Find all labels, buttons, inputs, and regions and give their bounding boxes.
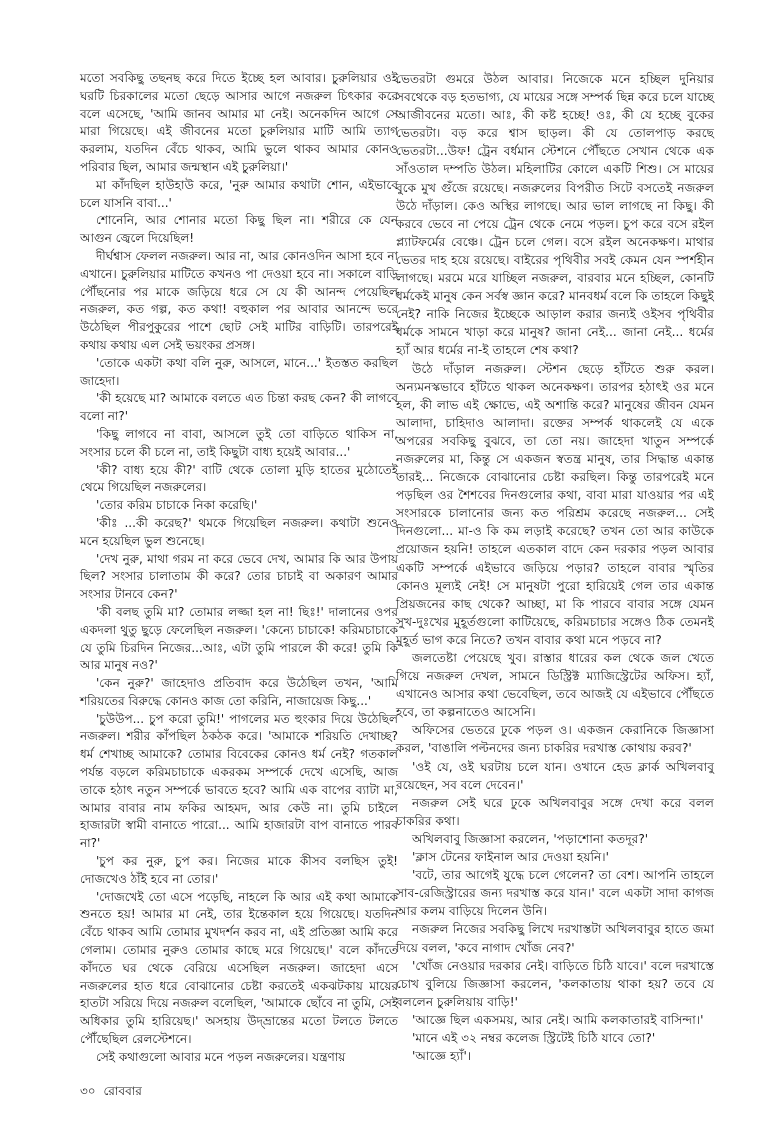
body-paragraph: 'বটে, তার আগেই যুদ্ধে চলে গেলেন? তা বেশ। আপনি তাহলে সাব-রেজিস্ট্রারের জন্য দরখাস্ত করে যান।' বলে একটা সাদা কাগজ আর কলম বাড়িয়ে দিলেন উনি। (396, 868, 714, 919)
body-paragraph: অখিলবাবু জিজ্ঞাসা করলেন, 'পড়াশোনা কতদূর?' (412, 831, 649, 846)
page-footer (80, 1083, 146, 1103)
body-paragraph: মতো সবকিছু তছনছ করে দিতে ইচ্ছে হল আবার। চুরুলিয়ার ওই ঘরটি চিরকালের মতো ছেড়ে আসার আগে নজরুল চিৎকার করে বলে এসেছে, 'আমি জানব আমার মা নেই। অনেকদিন আগে সে মারা গিয়েছে। এই জীবনের মতো চুরুলিয়ার মাটি আমি ত্যাগ করলাম, যতদিন বেঁচে থাকব, আমি ভুলে থাকব আমার কোনও পরিবার ছিল, আমার জন্মস্থান এই চুরুলিয়া।' (80, 71, 398, 174)
body-paragraph: 'তোর করিম চাচাকে নিকা করেছি।' (96, 498, 258, 513)
body-paragraph: 'কী বলছ তুমি মা? তোমার লজ্জা হল না! ছিঃ!' দালানের ওপর একদলা থুতু ছুড়ে ফেলেছিল নজরুল। 'কেন্যে চাচাকে! করিমচাচাকে যে তুমি চিরদিন নিজের...আঃ, এটা তুমি পারলে কী করে! তুমি কি আর মানুষ নও?' (80, 604, 398, 673)
body-paragraph: সেই কথাগুলো আবার মনে পড়ল নজরুলের। যন্ত্রণায় (96, 1049, 346, 1064)
body-paragraph: নজরুল সেই ঘরে ঢুকে অখিলবাবুর সঙ্গে দেখা করে বলল চাকরির কথা। (396, 795, 714, 828)
body-paragraph: 'কীঃ ...কী করেছ?' থমকে গিয়েছিল নজরুল। কথাটা শুনেও মনে হয়েছিল ভুল শুনেছে। (80, 515, 398, 548)
body-paragraph: 'চুপ কর নুরু, চুপ কর। নিজের মাকে কীসব বলছিস তুই! দোজখেও ঠাঁই হবে না তোর।' (80, 854, 398, 886)
left-text-column (80, 70, 398, 1067)
body-paragraph: 'খোঁজ নেওয়ার দরকার নেই। বাড়িতে চিঠি যাবে।' বলে দরখাস্তে চোখ বুলিয়ে জিজ্ঞাসা করলেন, 'কলকাতায় থাকা হয়? তবে যে বললেন চুরুলিয়ায় বাড়ি!' (396, 958, 714, 1009)
body-paragraph: উঠে দাঁড়াল নজরুল। স্টেশন ছেড়ে হাঁটতে শুরু করল। অন্যমনস্কভাবে হাঁটতে থাকল অনেকক্ষণ। তারপর হঠাৎই ওর মনে হল, কী লাভ এই ক্ষোভে, এই অশান্তি করে? মানুষের জীবন যেমন আলাদা, চাহিদাও আলাদা। রক্তের সম্পর্ক থাকলেই যে একে অপরের সবকিছু বুঝবে, তা তো নয়। জাহেদা খাতুন সম্পর্কে নজরুলের মা, কিন্তু সে একজন স্বতন্ত্র মানুষ, তার সিদ্ধান্ত একান্ত তারই... নিজেকে বোঝানোর চেষ্টা করছিল। কিন্তু তারপরেই মনে পড়ছিল ওর শৈশবের দিনগুলোর কথা, বাবা মারা যাওয়ার পর এই সংসারকে চালানোর জন্য কত পরিশ্রম করেছে নজরুল... সেই দিনগুলো... মা-ও কি কম লড়াই করেছে? তখন তো আর কাউকে প্রয়োজন হয়নি! তাহলে এতকাল বাদে কেন দরকার পড়ল আবার একটি সম্পর্কে এইভাবে জড়িয়ে পড়ার? তাহলে বাবার স্মৃতির কোনও মূল্যই নেই! সে মানুষটা পুরো হারিয়েই গেল তার একান্ত প্রিয়জনের কাছ থেকে? আচ্ছা, মা কি পারবে বাবার সঙ্গে যেমন সুখ-দুঃখের মুহূর্তগুলো কাটিয়েছে, করিমচাচার সঙ্গেও ঠিক তেমনই মুহূর্ত ভাগ করে নিতে? তখন বাবার কথা মনে পড়বে না? (396, 361, 714, 647)
body-paragraph: 'তোকে একটা কথা বলি নুরু, আসলে, মানে...' ইতস্তত করছিল জাহেদা। (80, 355, 398, 388)
body-paragraph: 'দেখ নুরু, মাথা গরম না করে ভেবে দেখ, আমার কি আর উপায় ছিল? সংসার চালাতাম কী করে? তোর চাচাই বা অকারণ আমার সংসার টানবে কেন?' (80, 551, 398, 602)
body-paragraph: নজরুল নিজের সবকিছু লিখে দরখাস্তটা অখিলবাবুর হাতে জমা দিয়ে বলল, 'কবে নাগাদ খোঁজ নেব?' (396, 922, 714, 955)
page-number: ৩০ (80, 1084, 96, 1098)
body-paragraph: 'আজ্ঞে হ্যাঁ'। (412, 1049, 472, 1064)
body-paragraph: 'কী? বাধ্য হয়ে কী?' বাটি থেকে তোলা মুড়ি হাতের মুঠোতেই থেমে গিয়েছিল নজরুলের। (80, 462, 398, 495)
body-paragraph: মা কাঁদছিল হাউহাউ করে, 'নুরু আমার কথাটা শোন, এইভাবে চলে যাসনি বাবা...' (80, 177, 398, 210)
section-name: রোববার (103, 1084, 142, 1098)
body-paragraph: ভেতরটা গুমরে উঠল আবার। নিজেকে মনে হচ্ছিল দুনিয়ার সবথেকে বড় হতভাগ্য, যে মায়ের সঙ্গে সম্পর্ক ছিন্ন করে চলে যাচ্ছে আজীবনের মতো। আঃ, কী কষ্ট হচ্ছে! ওঃ, কী যে হচ্ছে বুকের ভেতরটা। বড় করে শ্বাস ছাড়ল। কী যে তোলপাড় করছে ভেতরটা...উফ! ট্রেন বর্ধমান স্টেশনে পৌঁছতে সেখান থেকে এক সাঁওতাল দম্পতি উঠল। মহিলাটির কোলে একটি শিশু। সে মায়ের বুকে মুখ গুঁজে রয়েছে। নজরুলের বিপরীত সিটে বসতেই নজরুল উঠে দাঁড়াল। কেও অস্থির লাগছে। আর ভাল লাগছে না কিছু। কী করবে ভেবে না পেয়ে ট্রেন থেকে নেমে পড়ল। চুপ করে বসে রইল প্ল্যাটফর্মের বেঞ্চে। ট্রেন চলে গেল। বসে রইল অনেকক্ষণ। মাথার ভেতর দাহ হয়ে রয়েছে। বাইরের পৃথিবীর সবই কেমন যেন স্পর্শহীন লাগছে। মরমে মরে যাচ্ছিল নজরুল, বারবার মনে হচ্ছিল, কোনটি ধর্মকেই মানুষ কেন সর্বস্ব জ্ঞান করে? মানবধর্ম বলে কি তাহলে কিছুই নেই? নাকি নিজের ইচ্ছেকে আড়াল করার জন্যই ওইসব পৃথিবীর ধর্মকে সামনে খাড়া করে মানুষ? জানা নেই... জানা নেই... ধর্মের হ্যাঁ আর ধর্মের না-ই তাহলে শেষ কথা? (396, 72, 714, 358)
body-paragraph: 'ওই যে, ওই ঘরটায় চলে যান। ওখানে হেড ক্লার্ক অখিলবাবু রয়েছেন, সব বলে দেবেন।' (396, 759, 714, 792)
body-paragraph: জলতেষ্টা পেয়েছে খুব। রাস্তার ধারের কল থেকে জল খেতে গিয়ে নজরুল দেখল, সামনে ডিস্ট্রিক্ট ম্যাজিস্ট্রেটের অফিস। হ্যাঁ, এখানেও আসার কথা ভেবেছিল, তবে আজই যে এইভাবে পৌঁছতে হবে, তা কল্পনাতেও আসেনি। (396, 651, 714, 720)
body-paragraph: 'কী হয়েছে মা? আমাকে বলতে এত চিন্তা করছ কেন? কী লাগবে বলো না?' (80, 391, 398, 424)
body-paragraph: দীর্ঘশ্বাস ফেলল নজরুল। আর না, আর কোনওদিন আসা হবে না এখানে। চুরুলিয়ার মাটিতে কখনও পা দেওয়া হবে না। সকালে বাড়ি পৌঁছনোর পর মাকে জড়িয়ে ধরে সে যে কী আনন্দ পেয়েছিল নজরুল, কত গল্প, কত কথা! বহুকাল পর আবার আনন্দে ভরে উঠেছিল পীরপুকুরের পাশে ছোট সেই মাটির বাড়িটি। তারপরেই কথায় কথায় এল সেই ভয়ংকর প্রসঙ্গ। (80, 248, 398, 352)
body-paragraph: অফিসের ভেতরে ঢুকে পড়ল ও। একজন কেরানিকে জিজ্ঞাসা করল, 'বাঙালি পল্টনদের জন্য চাকরির দরখাস্ত কোথায় করব?' (396, 723, 714, 756)
body-paragraph: শোনেনি, আর শোনার মতো কিছু ছিল না। শরীরে কে যেন আগুন জ্বেলে দিয়েছিল! (80, 213, 398, 246)
body-paragraph: 'কেন নুরু?' জাহেদাও প্রতিবাদ করে উঠেছিল তখন, 'আমি শরিয়তের বিরুদ্ধে কোনও কাজ তো করিনি, নাজায়েজ কিছু...' (80, 676, 398, 708)
body-paragraph: 'দোজখেই তো এসে পড়েছি, নাহলে কি আর এই কথা আমাকে শুনতে হয়! আমার মা নেই, তার ইন্তেকাল হয়ে গিয়েছে। যতদিন বেঁচে থাকব আমি তোমার মুখদর্শন করব না, এই প্রতিজ্ঞা আমি করে গেলাম। তোমার নুরুও তোমার কাছে মরে গিয়েছে।' বলে কাঁদতে কাঁদতে ঘর থেকে বেরিয়ে এসেছিল নজরুল। জাহেদা এসে নজরুলের হাত ধরে বোঝানোর চেষ্টা করতেই একঝটকায় মায়ের হাতটা সরিয়ে দিয়ে নজরুল বলেছিল, 'আমাকে ছোঁবে না তুমি, সেই অধিকার তুমি হারিয়েছ।' অসহায় উদ্‌ভ্রান্তের মতো টলতে টলতে পৌঁছেছিল রেলস্টেশনে। (80, 889, 398, 1047)
right-text-column (396, 70, 714, 1065)
body-paragraph: 'আজ্ঞে ছিল একসময়, আর নেই। আমি কলকাতারই বাসিন্দা।' (412, 1012, 704, 1027)
body-paragraph: 'চুউউপ... চুপ করো তুমি!' পাগলের মত হুংকার দিয়ে উঠেছিল নজরুল। শরীর কাঁপছিল ঠকঠক করে। 'আমাকে শরিয়তি দেখাচ্ছ? ধর্ম শেখাচ্ছ আমাকে? তোমার বিবেকের কোনও ধর্ম নেই? গতকাল পর্যন্ত বড়লে করিমচাচাকে একরকম সম্পর্কে দেখে এসেছি, আজ তাকে হঠাৎ নতুন সম্পর্কে ভাবতে হবে? আমি এক বাপের ব্যাটা মা, আমার বাবার নাম ফকির আহমদ, আর কেউ না। তুমি চাইলে হাজারটা স্বামী বানাতে পারো... আমি হাজারটা বাপ বানাতে পারব না?' (80, 711, 398, 851)
body-paragraph: 'ক্লাস টেনের ফাইনাল আর দেওয়া হয়নি।' (412, 850, 609, 865)
body-paragraph: 'মানে এই ৩২ নম্বর কলেজ স্ট্রিটেই চিঠি যাবে তো?' (412, 1030, 656, 1045)
body-paragraph: 'কিছু লাগবে না বাবা, আসলে তুই তো বাড়িতে থাকিস না, সংসার চলে কী চলে না, তাই কিছুটা বাধ্য হয়েই আবার...' (80, 426, 398, 459)
